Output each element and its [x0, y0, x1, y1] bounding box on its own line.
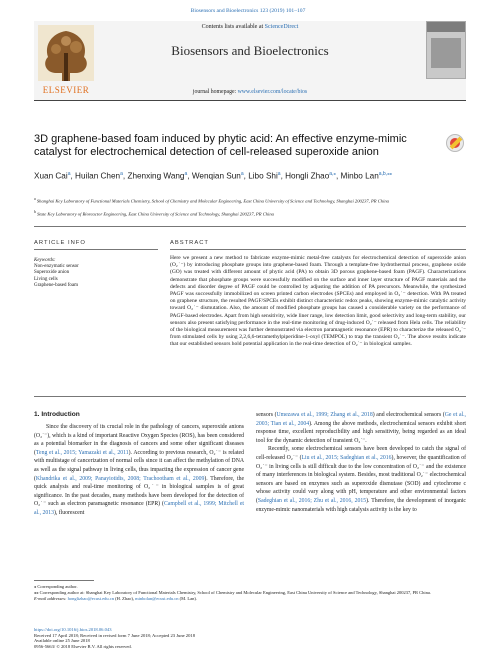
intro-paragraph	[256, 445, 466, 514]
author-affiliation-marker[interactable]: a	[184, 171, 188, 177]
elsevier-tree-logo	[34, 23, 98, 97]
keyword-item: Graphene-based foam	[34, 282, 79, 288]
keywords-label: Keywords:	[34, 258, 56, 263]
author-affiliation-marker[interactable]: a	[67, 171, 71, 177]
body-text: ). Therefore, the development of inorganic enzyme-mimic nanomaterials with high catalysis activity is the key to	[256, 497, 466, 513]
intro-left-column	[34, 423, 244, 518]
body-text: ), fluorescent	[53, 509, 85, 516]
elsevier-wordmark: ELSEVIER	[42, 85, 90, 95]
author-name[interactable]: Libo Shi	[248, 171, 278, 181]
divider	[170, 249, 466, 250]
intro-paragraph	[256, 411, 466, 445]
homepage-line	[34, 89, 466, 95]
homepage-prefix: journal homepage:	[192, 89, 238, 95]
affiliation-b-text: State Key Laboratory of Bioreactor Engineering, East China University of Science and Technology, Shanghai 200237, PR China	[37, 211, 274, 217]
author-name[interactable]: Huilan Chen	[75, 171, 121, 181]
journal-title: Biosensors and Bioelectronics	[171, 43, 329, 58]
body-text: Since the discovery of its crucial role in the pathology of cancers, superoxide anions (O₂˙⁻), which is a kind of important Reactive Oxygen Species (ROS), has been considered as a potential biomarker in the diagnosis of cancers and some other significant diseases (	[34, 424, 244, 456]
email-suffix: (M. Lan).	[178, 596, 197, 602]
keyword-item: Superoxide anion	[34, 270, 70, 276]
email-suffix: (H. Zhao),	[113, 596, 136, 602]
affiliation-a: $^a$ Shanghai Key Laboratory of Functional Materials Chemistry, School of Chemistry and Molecular Engineering, East China University of Science and Technology, Shanghai 200237, PR China	[34, 197, 389, 204]
sciencedirect-link[interactable]: ScienceDirect	[264, 24, 299, 30]
author-affiliation-marker[interactable]: a,⁎	[329, 171, 336, 177]
body-text: sensors (	[256, 412, 277, 418]
author-affiliation-marker[interactable]: a	[277, 171, 281, 177]
journal-cover-thumbnail[interactable]	[426, 21, 466, 79]
email-link-zhao[interactable]: honglizhao@ecust.edu.cn	[67, 596, 114, 602]
received-dates: Received 17 April 2018; Received in revised form 7 June 2018; Accepted 23 June 2018	[34, 632, 195, 638]
journal-citation[interactable]: Biosensors and Bioelectronics 123 (2019) 101–107	[190, 8, 306, 14]
journal-header	[34, 21, 466, 101]
body-text: ). According to previous research, O₂˙⁻ is related with multistage of cancerization of normal cells since it can affect the methylation of DNA as well as the signal pathway in living cells, thus impacting the expression of cancer gene (	[34, 449, 244, 482]
body-text: Recently, some electrochemical sensors have been developed to catch the signal of cell-released O₂˙⁻ (	[256, 446, 466, 461]
section-heading-introduction: 1. Introduction	[34, 411, 80, 418]
abstract-text: Here we present a new method to fabricate enzyme-mimic metal-free catalysts for electrochemical detection of superoxide anion (O₂˙⁻) by introducing phosphate groups into graphene-based foam. Through a template-free hydrothermal process, graphene oxide (GO) was treated with different amount of phytic acid (PA) to obtain 3D porous graphene-based foam (PAGF). Characterizations demonstrate that phosphate groups were successfully modified on the surface and inner layer structure of PAGF materials and the defects and disorder degree of PAGF could be controlled by adjusting the addition of PA precursors. Meanwhile, the synthesized PAGF was successfully immobilized on screen printed carbon electrodes (SPCEs) and employed in O₂˙⁻ detection. With PA treated on graphene structure, the resulted PAGF/SPCEs exhibit distinct characteristic redox peaks, showing enzyme-mimic catalytic activity toward O₂˙⁻ dismutation. Also, the amount of modified phosphate groups has caused a considerable variety on the performance of PAGF-based electrodes. Apart from high sensitivity, wide liner range, low detection limit, good selectivity and long-term stability, our sensors also present satisfying performance in the real-time monitoring of drug-induced O₂˙⁻ released from Hela cells. The reliability of the biological measurement was further demonstrated via electron paramagnetic resonance (EPR) to characterize the released O₂˙⁻ from stimulated cells by using 2,2,6,6-tetramethylpiperidine-1-oxyl (TEMPOL) to trap the transient O₂˙⁻. The above results indicate that our established sensors hold potential application in the real-time detection of O₂˙⁻ in biological samples.	[170, 255, 466, 348]
footnotes	[34, 584, 466, 602]
doi-link[interactable]: https://doi.org/10.1016/j.bios.2018.06.043	[34, 627, 112, 632]
divider	[34, 226, 466, 227]
citation-link[interactable]: Teng et al., 2015; Yamazaki et al., 2011	[35, 449, 129, 456]
email-link-lan[interactable]: minbolan@ecust.edu.cn	[135, 596, 179, 602]
author-affiliation-marker[interactable]: a,b,⁎⁎	[378, 171, 393, 177]
citation-link[interactable]: Campbell et al., 1999; Mitchell et al., 2013	[34, 501, 245, 516]
body-text: ) and electrochemical sensors (	[372, 412, 445, 418]
body-text: ), however, the quantification of O₂˙⁻ in living cells is still difficult due to the low concentration of O₂˙⁻ and the existence of many interferences in biological system. Besides, most traditional O₂˙⁻ electrochemical sensors are based on enzymes such as superoxide dismutase (SOD) and cytochrome c whose activity could vary along with pH, temperature and other environmental factors (	[256, 454, 466, 504]
footnote-emails	[34, 596, 466, 602]
author-list: Xuan Cai$^a$, Huilan Chen$^a$, Zhenxing Wang$^a$, Wenqian Sun$^a$, Libo Shi$^a$, Hongli Zhao$^{a,⁎}$, Minbo Lan$^{a,b,⁎⁎}$	[34, 171, 393, 181]
affiliation-a-text: Shanghai Key Laboratory of Functional Materials Chemistry, School of Chemistry and Molecular Engineering, East China University of Science and Technology, Shanghai 200237, PR China	[36, 198, 389, 204]
footnote-corresponding-1: ⁎ Corresponding author.	[34, 584, 78, 589]
author-name[interactable]: Xuan Cai	[34, 171, 68, 181]
author-affiliation-marker[interactable]: a	[120, 171, 123, 177]
contents-prefix: Contents lists available at	[201, 24, 265, 30]
available-online: Available online 25 June 2018	[34, 638, 90, 644]
citation-link[interactable]: Umezawa et al., 1999; Zhang et al., 2018	[276, 412, 373, 418]
footnote-corresponding-2: ⁎⁎ Corresponding author at: Shanghai Key Laboratory of Functional Materials Chemistry, School of Chemistry and Molecular Engineering, East China University of Science and Technology, Shanghai 200237, PR China.	[34, 590, 431, 596]
body-text: ). Among the above methods, electrochemical sensors exhibit short response time, excellent reproducibility and high sensitivity, being regarded as an ideal tool for the dynamic detection of transient O₂˙⁻.	[256, 420, 466, 444]
citation-link[interactable]: Khandrika et al., 2009; Panayiotidis, 2008; Trachootham et al., 2009	[35, 475, 205, 482]
email-label: E-mail addresses:	[34, 596, 68, 602]
abstract-heading: ABSTRACT	[170, 240, 209, 246]
citation-link[interactable]: Sadeghian et al., 2016; Zhu et al., 2016, 2015	[257, 497, 367, 504]
keyword-item: Living cells	[34, 276, 58, 282]
author-name[interactable]: Minbo Lan	[340, 171, 379, 181]
keyword-item: Non-enzymatic sensor	[34, 264, 79, 269]
homepage-link[interactable]: www.elsevier.com/locate/bios	[237, 89, 308, 95]
copyright-line: 0956-5663/ © 2018 Elsevier B.V. All rights reserved.	[34, 644, 132, 650]
body-text: ). Therefore, the quick analysis and real-time monitoring of O₂˙⁻ in biological samples is of great significance. In the past decades, many methods have been developed for the detection of O₂˙⁻ such as electron paramagnetic resonance (EPR) (	[34, 475, 245, 508]
author-name[interactable]: Wenqian Sun	[191, 171, 241, 181]
divider	[34, 249, 158, 250]
divider	[34, 396, 466, 397]
intro-right-column	[256, 411, 466, 514]
footnote-divider	[34, 580, 94, 581]
doi-block	[34, 627, 334, 650]
crossmark-icon[interactable]	[446, 134, 464, 152]
article-info-heading: ARTICLE INFO	[34, 240, 86, 246]
author-affiliation-marker[interactable]: a	[240, 171, 244, 177]
article-title: 3D graphene-based foam induced by phytic acid: An effective enzyme-mimic catalyst for electrochemical detection of cell-released superoxide anion	[34, 133, 407, 158]
keyword-list	[34, 264, 79, 289]
citation-link[interactable]: Liu et al., 2015; Sadeghian et al., 2016	[301, 454, 392, 461]
author-name[interactable]: Hongli Zhao	[285, 171, 330, 181]
affiliation-b: $^b$ State Key Laboratory of Bioreactor Engineering, East China University of Science and Technology, Shanghai 200237, PR China	[34, 210, 274, 217]
contents-line	[34, 24, 466, 30]
author-name[interactable]: Zhenxing Wang	[127, 171, 185, 181]
citation-link[interactable]: Ge et al., 2003; Tian et al., 2004	[256, 412, 466, 427]
